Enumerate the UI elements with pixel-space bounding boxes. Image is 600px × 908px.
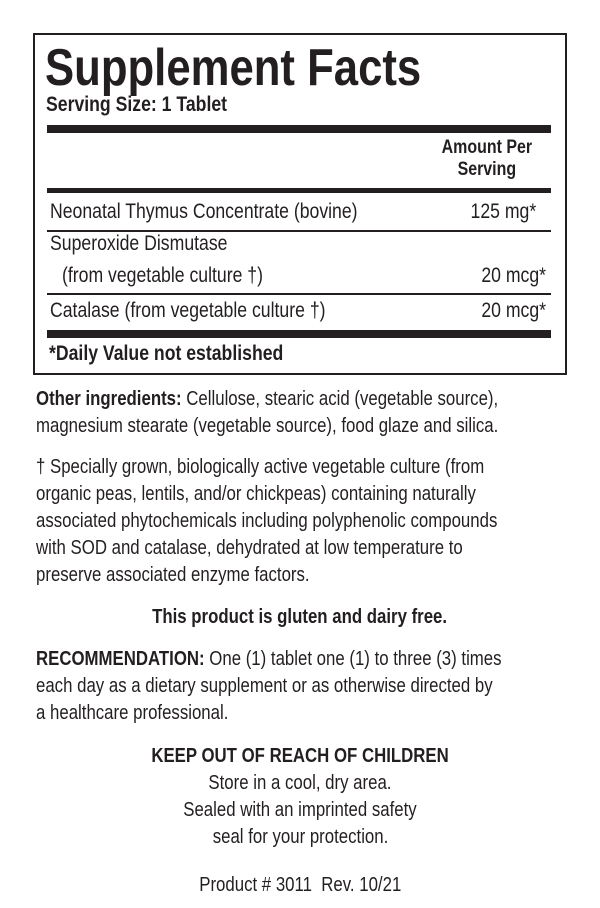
gluten-statement: This product is gluten and dairy free. xyxy=(152,606,448,628)
row-name-sod: Superoxide Dismutase xyxy=(50,232,228,255)
product-code: Product # 3011 Rev. 10/21 xyxy=(198,874,402,896)
dagger-note-line: preserve associated enzyme factors. xyxy=(36,564,310,586)
row-name-thymus: Neonatal Thymus Concentrate (bovine) xyxy=(50,200,358,223)
row-amount-catalase: 20 mcg* xyxy=(481,299,546,322)
row-name-catalase: Catalase (from vegetable culture †) xyxy=(50,299,326,322)
storage-line: Sealed with an imprinted safety xyxy=(183,799,417,821)
storage-line: Store in a cool, dry area. xyxy=(208,772,392,794)
storage-line: seal for your protection. xyxy=(212,826,388,848)
row-amount-thymus: 125 mg* xyxy=(470,200,536,223)
facts-title: Supplement Facts xyxy=(45,39,422,97)
recommendation-line: a healthcare professional. xyxy=(36,702,229,724)
recommendation: RECOMMENDATION: One (1) tablet one (1) to three (3) times xyxy=(36,648,502,670)
dagger-note-line: with SOD and catalase, dehydrated at low temperature to xyxy=(36,537,463,559)
dagger-note-line: † Specially grown, biologically active vegetable culture (from xyxy=(36,456,485,478)
row-amount-sod: 20 mcg* xyxy=(481,264,546,287)
other-ingredients-line: magnesium stearate (vegetable source), food glaze and silica. xyxy=(36,415,499,437)
dagger-note-line: associated phytochemicals including polyphenolic compounds xyxy=(36,510,498,532)
other-ingredients: Other ingredients: Cellulose, stearic acid (vegetable source), xyxy=(36,388,499,410)
daily-value-footnote: *Daily Value not established xyxy=(49,342,284,365)
serving-size: Serving Size: 1 Tablet xyxy=(46,93,228,116)
divider-thick xyxy=(47,330,551,338)
divider-thick xyxy=(47,125,551,133)
dagger-note-line: organic peas, lentils, and/or chickpeas) containing naturally xyxy=(36,483,476,505)
divider-medium xyxy=(47,188,551,193)
child-warning: KEEP OUT OF REACH OF CHILDREN xyxy=(151,745,449,767)
row-name-sod-source: (from vegetable culture †) xyxy=(62,264,263,287)
amount-per-serving-header: Amount Per Serving xyxy=(441,137,533,180)
row-divider xyxy=(47,293,551,295)
recommendation-line: each day as a dietary supplement or as otherwise directed by xyxy=(36,675,493,697)
